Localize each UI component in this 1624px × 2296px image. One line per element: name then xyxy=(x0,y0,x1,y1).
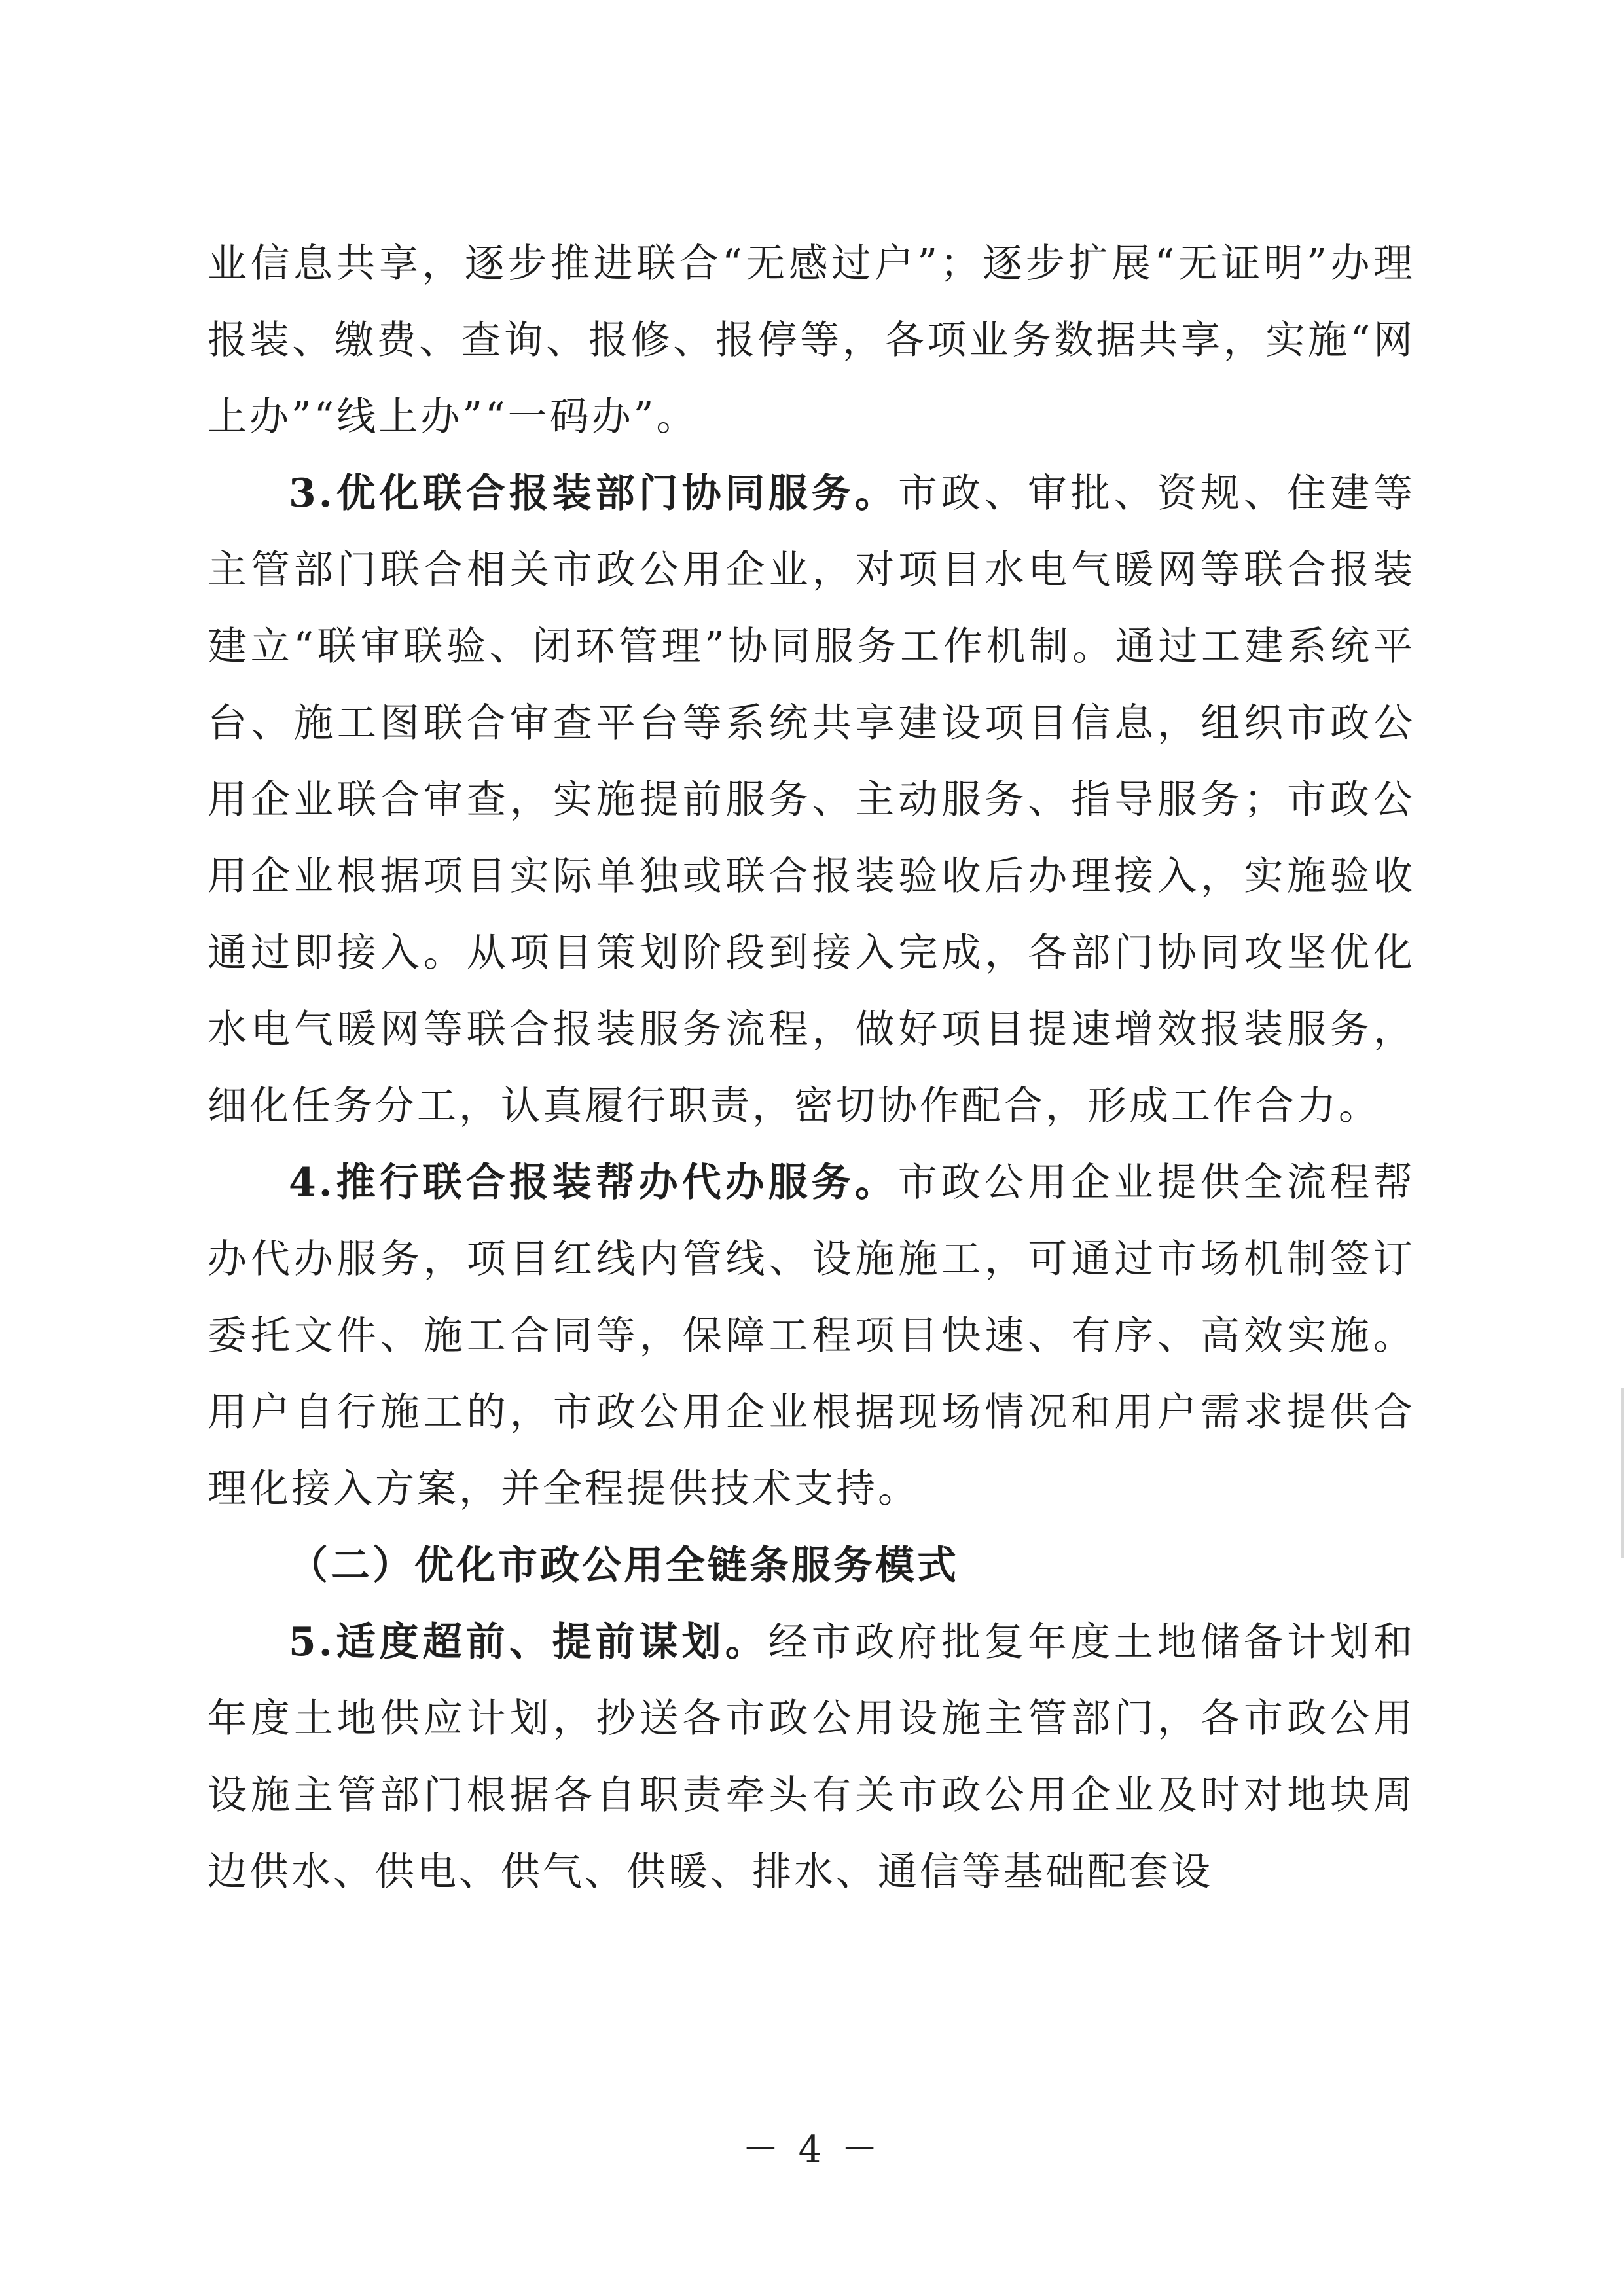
paragraph-text: 市政公用企业提供全流程帮办代办服务，项目红线内管线、设施施工，可通过市场机制签订委托文件、施工合同等，保障工程项目快速、有序、高效实施。用户自行施工的，市政公用企业根据现场情况和用户需求提供合理化接入方案，并全程提供技术支持。 xyxy=(208,1160,1416,1512)
paragraph-continuation xyxy=(208,226,1415,456)
scan-edge-mark xyxy=(1621,1388,1624,1558)
page-number: － 4 － xyxy=(742,2128,882,2171)
item-heading: 5.适度超前、提前谋划。 xyxy=(289,1619,768,1665)
paragraph-item-3 xyxy=(208,456,1415,1145)
document-body xyxy=(208,226,1415,1910)
paragraph-text: 业信息共享，逐步推进联合“无感过户”；逐步扩展“无证明”办理报装、缴费、查询、报修、报停等，各项业务数据共享，实施“网上办”“线上办”“一码办”。 xyxy=(208,241,1415,440)
item-heading: 4.推行联合报装帮办代办服务。 xyxy=(289,1160,898,1206)
paragraph-item-5 xyxy=(208,1604,1415,1910)
item-heading: 3.优化联合报装部门协同服务。 xyxy=(289,471,898,516)
paragraph-item-4 xyxy=(208,1145,1415,1528)
paragraph-text: 市政、审批、资规、住建等主管部门联合相关市政公用企业，对项目水电气暖网等联合报装建立“联审联验、闭环管理”协同服务工作机制。通过工建系统平台、施工图联合审查平台等系统共享建设项目信息，组织市政公用企业联合审查，实施提前服务、主动服务、指导服务；市政公用企业根据项目实际单独或联合报装验收后办理接入，实施验收通过即接入。从项目策划阶段到接入完成，各部门协同攻坚优化水电气暖网等联合报装服务流程，做好项目提速增效报装服务，细化任务分工，认真履行职责，密切协作配合，形成工作合力。 xyxy=(208,471,1416,1129)
section-heading: （二）优化市政公用全链条服务模式 xyxy=(289,1543,959,1588)
paragraph-text: 经市政府批复年度土地储备计划和年度土地供应计划，抄送各市政公用设施主管部门，各市政公用设施主管部门根据各自职责牵头有关市政公用企业及时对地块周边供水、供电、供气、供暖、排水、通信等基础配套设 xyxy=(208,1619,1415,1895)
